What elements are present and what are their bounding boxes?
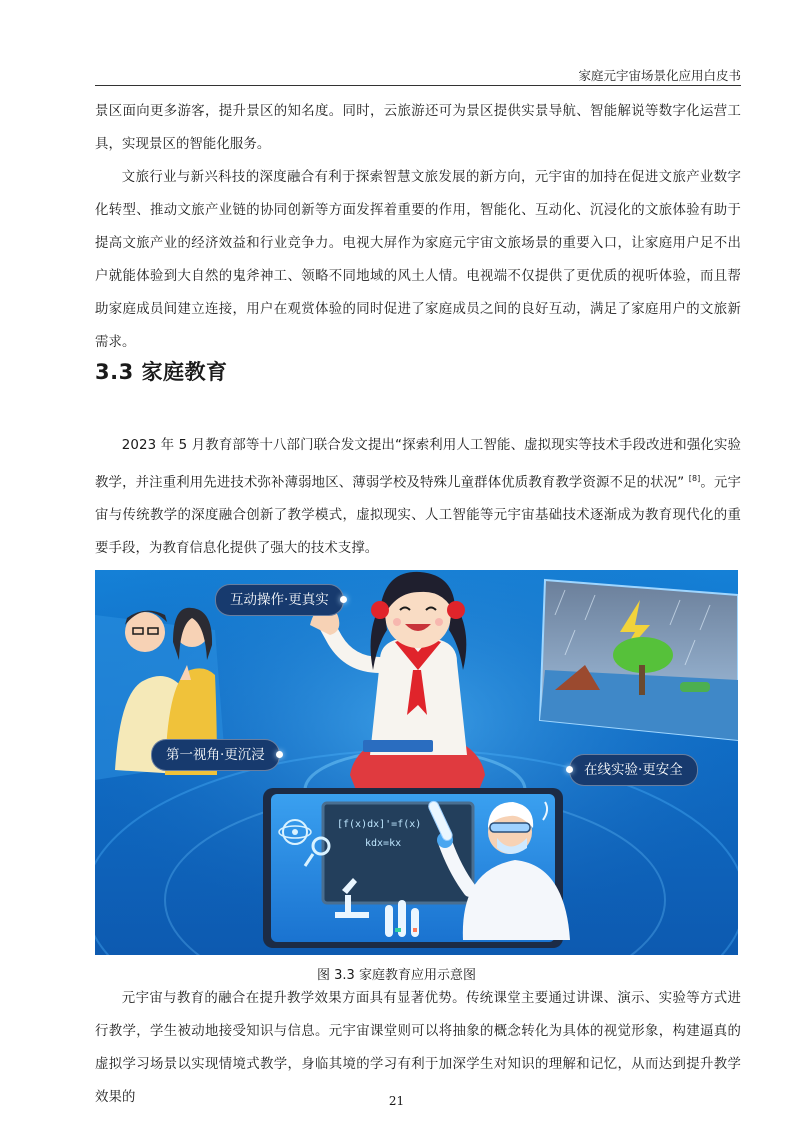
label-online-lab-text: 在线实验·更安全 <box>584 762 683 778</box>
running-header: 家庭元宇宙场景化应用白皮书 <box>578 68 741 83</box>
label-first-person-text: 第一视角·更沉浸 <box>166 747 265 763</box>
label-interactive <box>215 584 344 616</box>
weather-panel <box>540 580 738 740</box>
education-illustration <box>95 570 738 955</box>
reference-mark[interactable]: [8] <box>688 474 701 483</box>
board-formula-2: kdx=kx <box>365 838 402 849</box>
lab-tablet <box>263 788 570 948</box>
header-divider <box>95 85 741 86</box>
policy-text: 2023 年 5 月教育部等十八部门联合发文提出“探索利用人工智能、虚拟现实等技术手段改进和强化实验教学，并注重利用先进技术弥补薄弱地区、薄弱学校及特殊儿童群体优质教育教学资源不足的状况” <box>95 438 741 491</box>
section-heading: 3.3 家庭教育 <box>95 360 228 384</box>
paragraph-tourism-end: 景区面向更多游客，提升景区的知名度。同时，云旅游还可为景区提供实景导航、智能解说等数字化运营工具，实现景区的智能化服务。 <box>95 104 741 152</box>
label-dot-icon <box>340 596 347 603</box>
label-interactive-text: 互动操作·更真实 <box>230 592 329 608</box>
label-dot-icon <box>276 751 283 758</box>
label-first-person <box>151 739 280 771</box>
paragraph-education-benefits: 元宇宙与教育的融合在提升教学效果方面具有显著优势。传统课堂主要通过讲课、演示、实验等方式进行教学，学生被动地接受知识与信息。元宇宙课堂则可以将抽象的概念转化为具体的视觉形象，构建逼真的虚拟学习场景以实现情境式教学，身临其境的学习有利于加深学生对知识的理解和记忆，从而达到提升教学效果的 <box>95 991 741 1105</box>
figure-caption: 图 3.3 家庭教育应用示意图 <box>317 968 476 983</box>
label-online-lab <box>569 754 698 786</box>
label-dot-icon <box>566 766 573 773</box>
policy-text-continued: 。元宇宙与传统教学的深度融合创新了教学模式，虚拟现实、人工智能等元宇宙基础技术逐渐成为教育现代化的重要手段，为教育信息化提供了强大的技术支撑。 <box>95 475 741 557</box>
board-formula-1: [f(x)dx]'=f(x) <box>337 819 422 830</box>
page-number: 21 <box>388 1094 405 1108</box>
paragraph-education-policy <box>95 429 741 565</box>
paragraph-tourism-fusion: 文旅行业与新兴科技的深度融合有利于探索智慧文旅发展的新方向，元宇宙的加持在促进文旅产业数字化转型、推动文旅产业链的协同创新等方面发挥着重要的作用，智能化、互动化、沉浸化的文旅体验有助于提高文旅产业的经济效益和行业竞争力。电视大屏作为家庭元宇宙文旅场景的重要入口，让家庭用户足不出户就能体验到大自然的鬼斧神工、领略不同地域的风土人情。电视端不仅提供了更优质的视听体验，而且帮助家庭成员间建立连接，用户在观赏体验的同时促进了家庭成员之间的良好互动，满足了家庭用户的文旅新需求。 <box>95 170 741 350</box>
